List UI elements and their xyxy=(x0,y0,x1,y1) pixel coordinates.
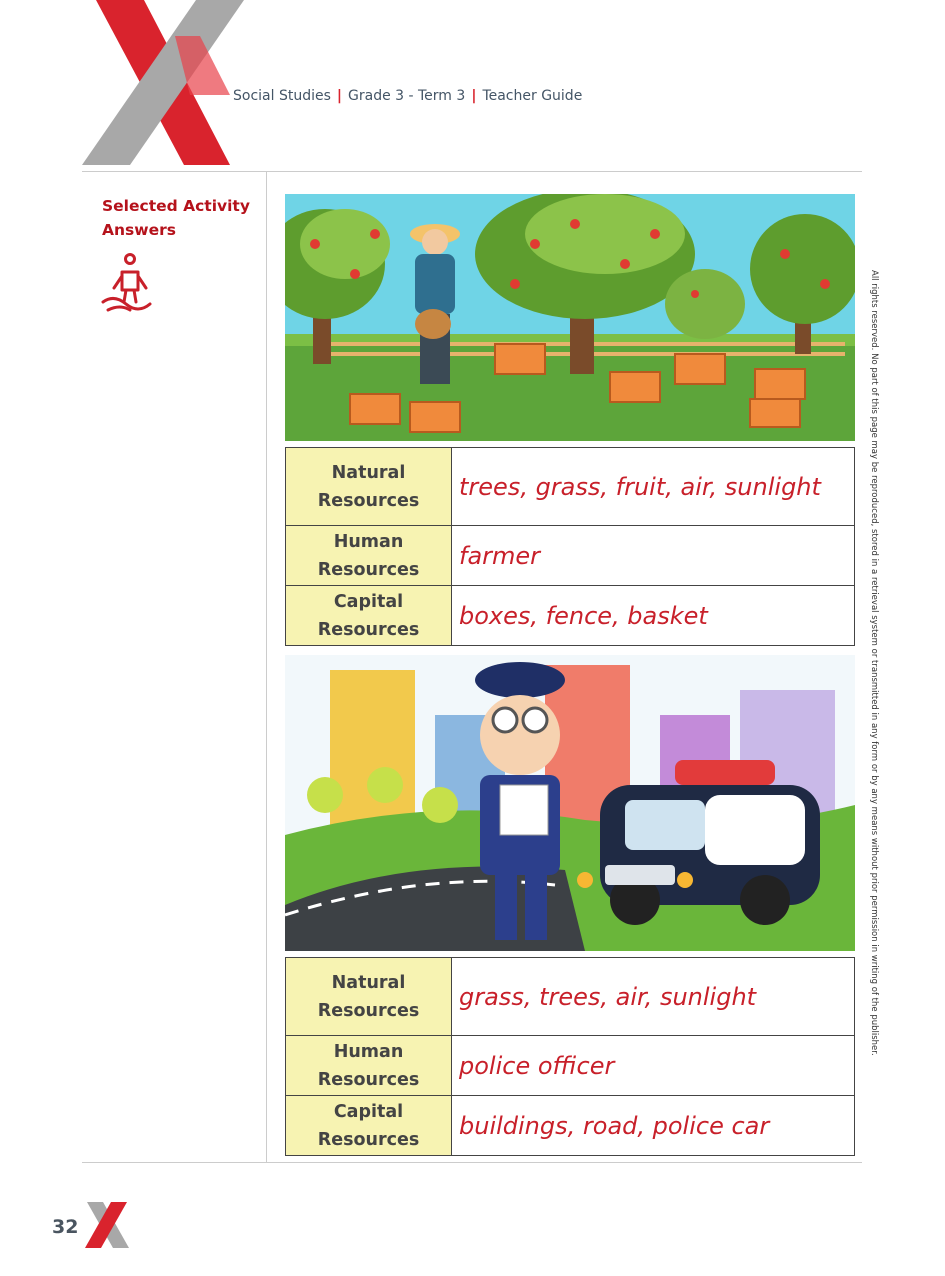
row-answer: farmer xyxy=(452,526,855,586)
person-activity-icon xyxy=(100,252,152,316)
resources-table-2 xyxy=(285,957,855,1156)
brand-x-logo xyxy=(82,0,252,167)
brand-x-logo-small xyxy=(85,1202,129,1248)
row-answer: grass, trees, air, sunlight xyxy=(452,958,855,1036)
row-answer: police officer xyxy=(452,1036,855,1096)
row-label: Human Resources xyxy=(286,526,452,586)
row-label: Human Resources xyxy=(286,1036,452,1096)
table-row xyxy=(286,1096,855,1156)
sidebar-title: Selected Activity Answers xyxy=(102,197,250,239)
row-answer: buildings, road, police car xyxy=(452,1096,855,1156)
row-label: Capital Resources xyxy=(286,586,452,646)
header-grade-term: Grade 3 - Term 3 xyxy=(348,88,466,104)
row-label: Natural Resources xyxy=(286,448,452,526)
row-label: Natural Resources xyxy=(286,958,452,1036)
header-subject: Social Studies xyxy=(233,88,331,104)
table-row xyxy=(286,958,855,1036)
header-divider xyxy=(82,171,862,172)
copyright-notice xyxy=(866,270,882,1056)
table-row xyxy=(286,1036,855,1096)
row-answer: boxes, fence, basket xyxy=(452,586,855,646)
table-row xyxy=(286,586,855,646)
footer-divider xyxy=(82,1162,862,1163)
table-row xyxy=(286,448,855,526)
header-guide: Teacher Guide xyxy=(482,88,583,104)
copyright-text: All rights reserved. No part of this page may be reproduced, stored in a retrieval system or transmitted in any form or by any means without prior permission in writing of the publisher. xyxy=(869,270,879,1056)
row-label: Capital Resources xyxy=(286,1096,452,1156)
resources-table-1 xyxy=(285,447,855,646)
row-answer: trees, grass, fruit, air, sunlight xyxy=(452,448,855,526)
header-breadcrumb: Social Studies | Grade 3 - Term 3 | Teacher Guide xyxy=(233,88,583,104)
table-row xyxy=(286,526,855,586)
orchard-farmer-illustration xyxy=(285,194,855,441)
sidebar-divider xyxy=(266,171,267,1163)
page-number: 32 xyxy=(52,1216,79,1238)
police-officer-city-illustration xyxy=(285,655,855,951)
